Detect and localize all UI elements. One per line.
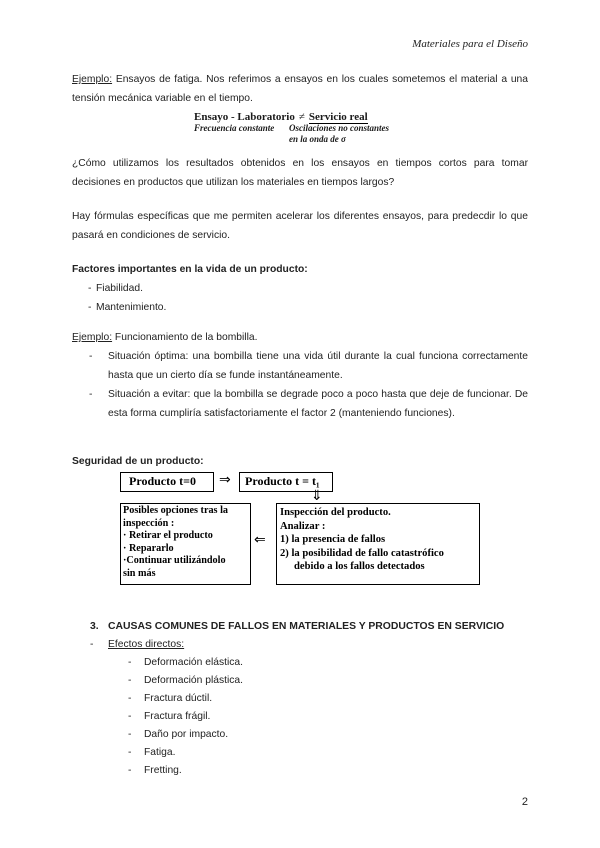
lab-test-title: Ensayo - Laboratorio [194,111,295,123]
list-item: - Fiabilidad. [88,283,143,294]
paragraph-question: ¿Cómo utilizamos los resultados obtenidos en los ensayos en tiempos cortos para tomar decisiones en productos que utilizan los materiales en tiempos largos? [72,158,528,188]
list-item: - Situación a evitar: que la bombilla se degrade poco a poco hasta que deje de funcionar. De esta forma cumpliría satisfactoriamente el factor 2 (manteniendo funciones). [89,389,528,419]
inspection-analysis-box [276,503,480,585]
box-line: · Repararlo [123,542,174,554]
box-line: 2) la posibilidad de fallo catastrófico [280,547,444,559]
paragraph-text: Ensayos de fatiga. Nos referimos a ensayos en los cuales sometemos el material a una tensión mecánica variable en el tiempo. [72,74,528,104]
box-line: Posibles opciones tras la [123,505,228,516]
product-t0-box: Producto t=0 [120,472,214,492]
paragraph-formulas: Hay fórmulas específicas que me permiten acelerar los diferentes ensayos, para predecdir lo que pasará en condiciones de servicio. [72,211,528,241]
section-3-heading [72,617,528,636]
not-equal-symbol: ≠ [298,111,305,123]
right-double-arrow: ⇒ [219,472,231,488]
list-item: - Fractura dúctil. [128,693,213,704]
list-item: - Fractura frágil. [128,711,211,722]
factors-section [72,260,528,317]
down-double-arrow: ⇓ [311,488,323,504]
factors-heading: Factores importantes en la vida de un producto: [72,264,308,275]
box-line: ·Continuar utilizándolo [123,555,226,567]
paragraph-fatigue-example [72,70,528,108]
list-item: - Daño por impacto. [128,729,229,740]
bulb-example-intro [72,328,528,347]
left-double-arrow: ⇐ [254,532,266,548]
list-item: - Fretting. [128,765,182,776]
example-label: Ejemplo: [72,332,113,343]
bulb-example-section [72,328,528,423]
box-line: Inspección del producto. [280,507,391,518]
section-3 [72,617,528,780]
variable-oscillation-label: Oscilaciones no constantes [289,123,390,133]
list-item: - Mantenimiento. [88,302,167,313]
box-line: Analizar : [280,520,326,532]
list-item: - Situación óptima: una bombilla tiene una vida útil durante la cual funciona correctamente hasta que un cierto día se funde instantáneamente. [89,351,528,381]
product-t1-box: Producto t = t₁ [239,472,333,492]
section-number: 3. [90,621,99,632]
list-item: - Deformación elástica. [128,657,244,668]
test-vs-service-diagram [194,111,389,145]
section-title: CAUSAS COMUNES DE FALLOS EN MATERIALES Y PRODUCTOS EN SERVICIO [108,621,505,632]
box-line: 1) la presencia de fallos [280,534,386,546]
list-item: - Deformación plástica. [128,675,244,686]
box-line: sin más [123,567,156,579]
stress-wave-label: en la onda de σ [289,134,346,144]
list-item: - Efectos directos: [90,639,185,650]
box-line: · Retirar el producto [123,530,213,542]
constant-frequency-label: Frecuencia constante [194,123,275,133]
page-number: 2 [521,796,528,808]
list-item: - Fatiga. [128,747,176,758]
page-header: Materiales para el Diseño [412,38,528,50]
inspection-options-box [120,503,251,585]
box-line: inspección : [123,517,175,529]
real-service-title: Servicio real [308,111,368,123]
box-line: debido a los fallos detectados [294,561,425,573]
safety-heading: Seguridad de un producto: [72,456,204,467]
example-label: Ejemplo: [72,74,113,85]
example-text: Funcionamiento de la bombilla. [112,332,258,343]
direct-effects-label: Efectos directos: [108,639,185,650]
